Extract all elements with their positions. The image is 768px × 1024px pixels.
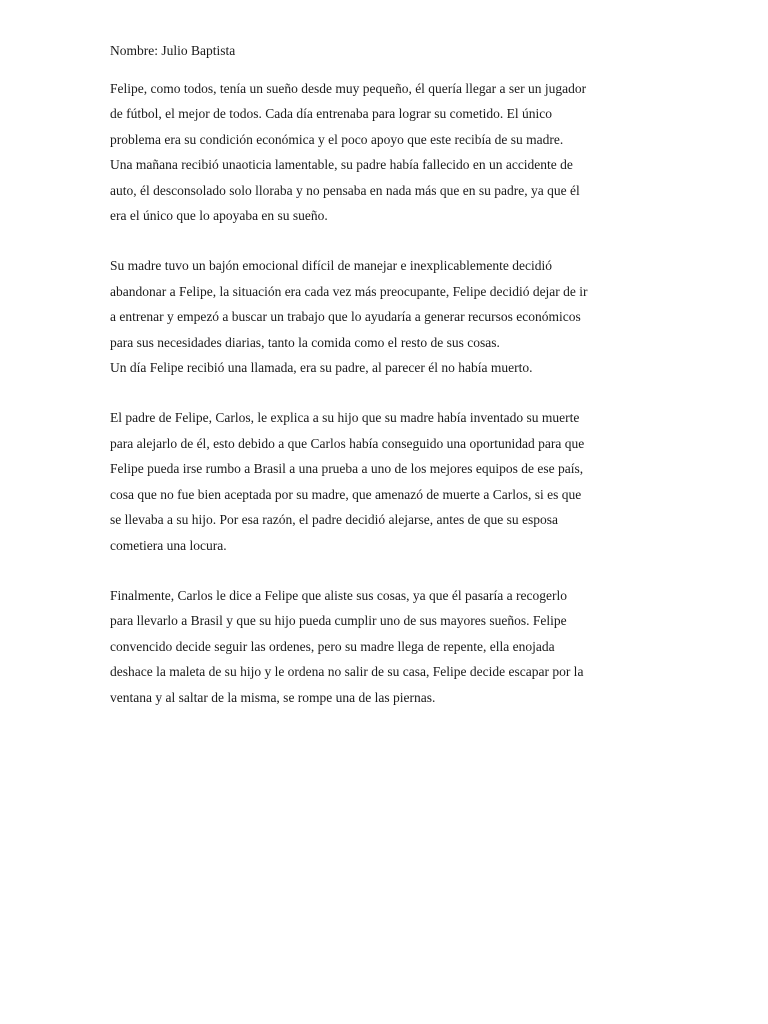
text-line: Una mañana recibió unaoticia lamentable, su padre había fallecido en un accidente de (110, 157, 573, 173)
text-line: auto, él desconsolado solo lloraba y no pensaba en nada más que en su padre, ya que él (110, 182, 580, 198)
paragraph-1 (110, 76, 658, 228)
paragraph-gap (110, 228, 658, 253)
text-line: problema era su condición económica y el poco apoyo que este recibía de su madre. (110, 131, 564, 147)
paragraph-3 (110, 405, 658, 557)
text-line: deshace la maleta de su hijo y le ordena no salir de su casa, Felipe decide escapar por la (110, 664, 584, 680)
text-line: era el único que lo apoyaba en su sueño. (110, 208, 328, 224)
text-line: de fútbol, el mejor de todos. Cada día entrenaba para lograr su cometido. El único (110, 106, 552, 122)
text-line: cosa que no fue bien aceptada por su madre, que amenazó de muerte a Carlos, si es que (110, 486, 582, 502)
text-line: ventana y al saltar de la misma, se rompe una de las piernas. (110, 689, 436, 705)
text-line: a entrenar y empezó a buscar un trabajo que lo ayudaría a generar recursos económicos (110, 309, 581, 325)
text-line: se llevaba a su hijo. Por esa razón, el padre decidió alejarse, antes de que su esposa (110, 512, 558, 528)
document-body (110, 41, 658, 710)
author-line: Nombre: Julio Baptista (110, 43, 236, 58)
text-line: cometiera una locura. (110, 537, 227, 553)
text-line: El padre de Felipe, Carlos, le explica a su hijo que su madre había inventado su muerte (110, 410, 580, 426)
text-line: Un día Felipe recibió una llamada, era su padre, al parecer él no había muerto. (110, 360, 533, 376)
text-line: Felipe pueda irse rumbo a Brasil a una prueba a uno de los mejores equipos de ese país, (110, 461, 584, 477)
text-line: Finalmente, Carlos le dice a Felipe que aliste sus cosas, ya que él pasaría a recogerlo (110, 587, 567, 603)
paragraph-gap (110, 380, 658, 405)
text-line: convencido decide seguir las ordenes, pero su madre llega de repente, ella enojada (110, 638, 555, 654)
text-line: para sus necesidades diarias, tanto la comida como el resto de sus cosas. (110, 334, 500, 350)
text-line: Felipe, como todos, tenía un sueño desde muy pequeño, él quería llegar a ser un jugador (110, 81, 587, 96)
paragraph-gap (110, 558, 658, 583)
text-line: para llevarlo a Brasil y que su hijo pueda cumplir uno de sus mayores sueños. Felipe (110, 613, 567, 629)
paragraph-2 (110, 253, 658, 380)
text-line: Su madre tuvo un bajón emocional difícil de manejar e inexplicablemente decidió (110, 258, 552, 274)
text-line: para alejarlo de él, esto debido a que Carlos había conseguido una oportunidad para que (110, 435, 585, 451)
paragraph-4 (110, 583, 658, 710)
text-line: abandonar a Felipe, la situación era cada vez más preocupante, Felipe decidió dejar de ir (110, 283, 588, 299)
